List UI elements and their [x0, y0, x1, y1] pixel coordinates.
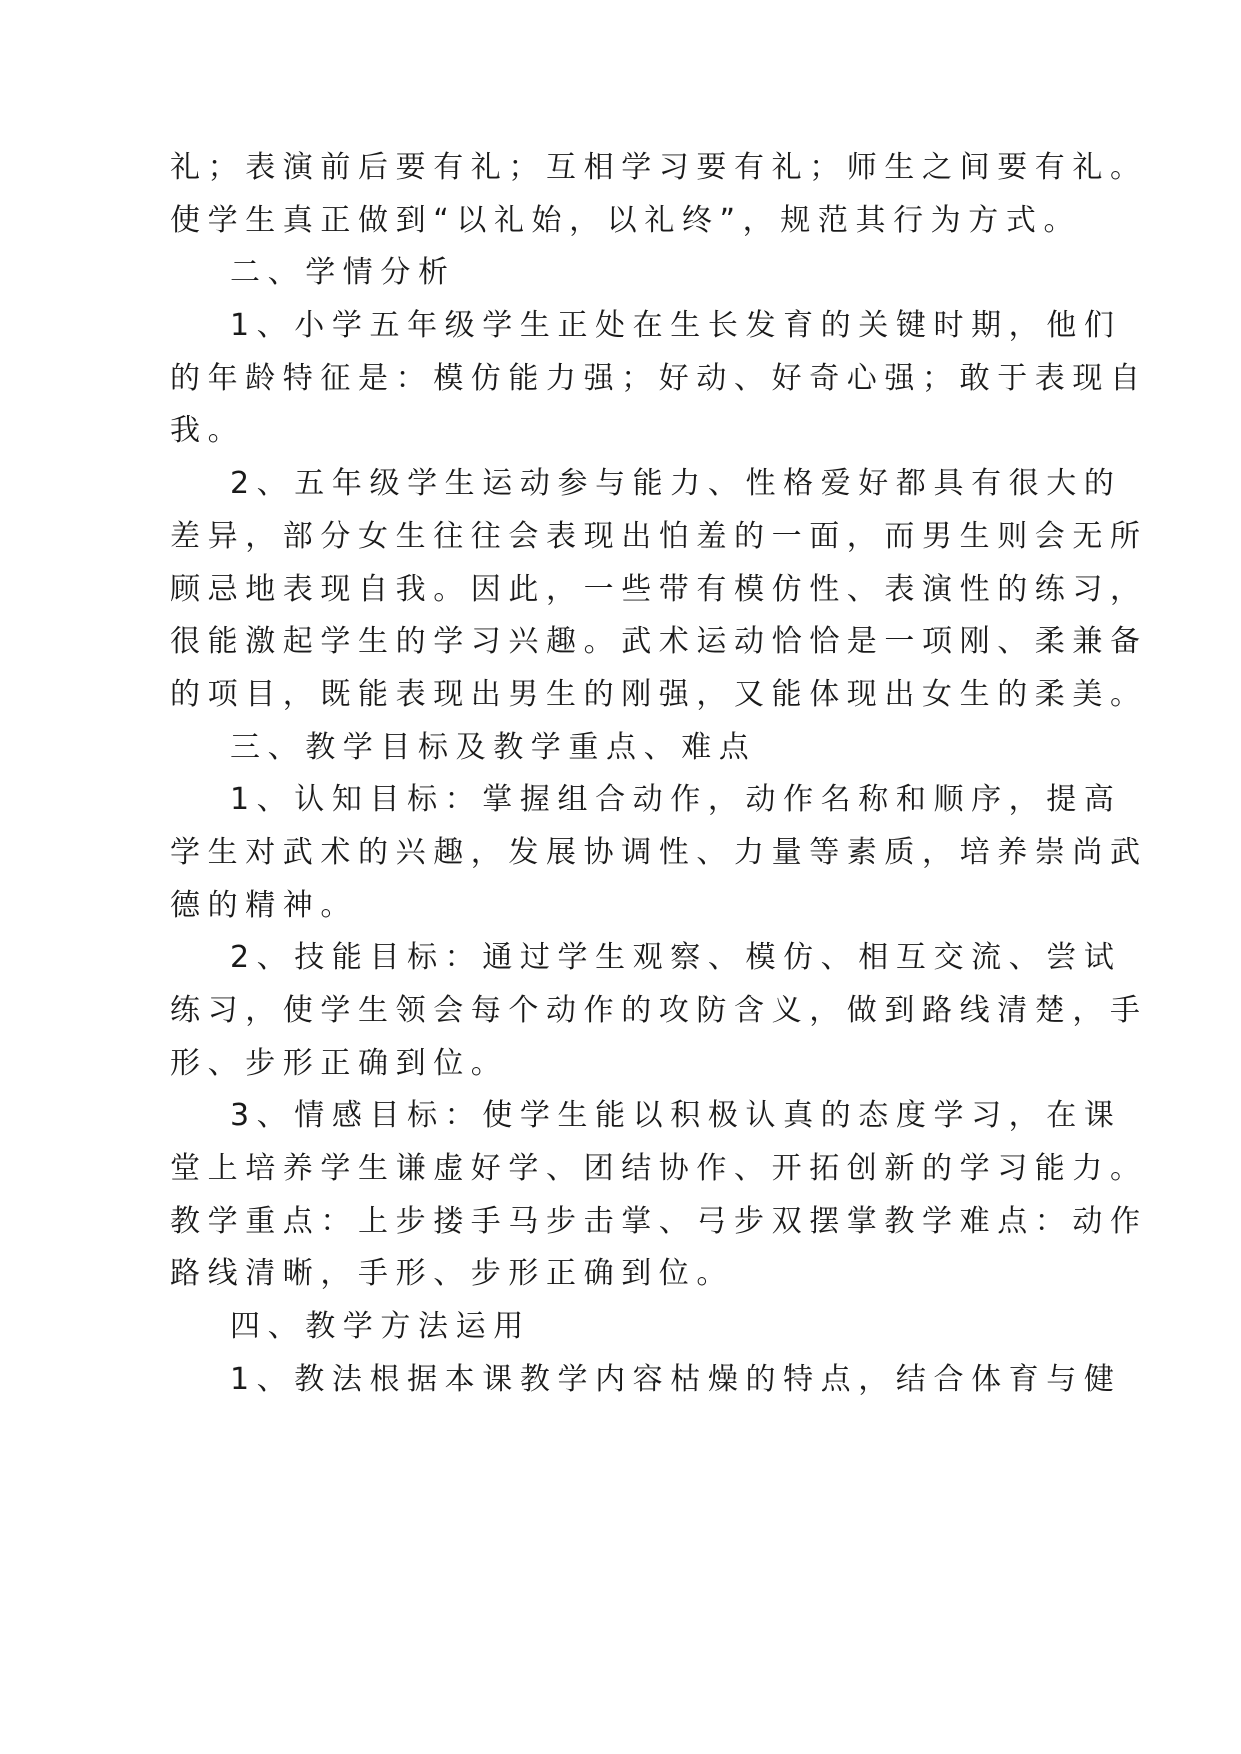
text-line: 路线清晰，手形、步形正确到位。 [170, 1256, 734, 1292]
text-line: 使学生真正做到“以礼始，以礼终”，规范其行为方式。 [170, 202, 1082, 238]
text-line: 顾忌地表现自我。因此，一些带有模仿性、表演性的练习， [170, 571, 1148, 607]
text-line: 1、认知目标：掌握组合动作，动作名称和顺序，提高 [230, 782, 1122, 818]
text-line: 很能激起学生的学习兴趣。武术运动恰恰是一项刚、柔兼备 [170, 624, 1148, 660]
text-line: 教学重点：上步搂手马步击掌、弓步双摆掌教学难点：动作 [170, 1203, 1148, 1239]
text-line: 堂上培养学生谦虚好学、团结协作、开拓创新的学习能力。 [170, 1151, 1148, 1187]
text-line: 德的精神。 [170, 887, 358, 923]
text-line: 三、教学目标及教学重点、难点 [230, 729, 757, 765]
text-line: 1、小学五年级学生正处在生长发育的关键时期，他们 [230, 308, 1122, 344]
text-line: 3、情感目标：使学生能以积极认真的态度学习，在课 [230, 1098, 1122, 1134]
text-line: 礼；表演前后要有礼；互相学习要有礼；师生之间要有礼。 [170, 150, 1148, 185]
text-line: 差异，部分女生往往会表现出怕羞的一面，而男生则会无所 [170, 518, 1148, 554]
text-line: 学生对武术的兴趣，发展协调性、力量等素质，培养崇尚武 [170, 834, 1148, 870]
text-line: 二、学情分析 [230, 255, 456, 291]
text-line: 2、五年级学生运动参与能力、性格爱好都具有很大的 [230, 466, 1122, 502]
text-line: 的项目，既能表现出男生的刚强，又能体现出女生的柔美。 [170, 676, 1148, 712]
text-line: 1、教法根据本课教学内容枯燥的特点，结合体育与健 [230, 1361, 1122, 1397]
text-line: 四、教学方法运用 [230, 1309, 531, 1345]
text-line: 的年龄特征是：模仿能力强；好动、好奇心强；敢于表现自 [170, 360, 1148, 396]
text-line: 2、技能目标：通过学生观察、模仿、相互交流、尝试 [230, 940, 1122, 976]
document-body [170, 142, 1148, 1407]
text-line: 练习，使学生领会每个动作的攻防含义，做到路线清楚，手 [170, 993, 1148, 1028]
text-line: 我。 [170, 413, 246, 449]
text-line: 形、步形正确到位。 [170, 1045, 509, 1081]
